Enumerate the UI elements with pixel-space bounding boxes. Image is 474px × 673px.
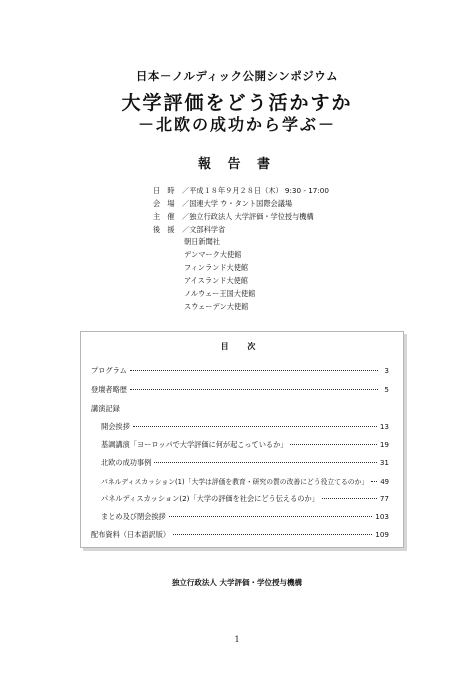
info-venue-value: ／国連大学 ウ・タント国際会議場 — [182, 199, 293, 208]
toc-leader — [130, 389, 378, 390]
toc-entry-page: 3 — [384, 366, 389, 375]
toc-entry-label: パネルディスカッション(2)「大学の評価を社会にどう伝えるのか」 — [101, 494, 319, 503]
toc-leader — [130, 370, 378, 371]
supporter-item: スウェーデン大使館 — [184, 302, 249, 311]
toc-entry — [101, 494, 389, 504]
toc-entry-label: 開会挨拶 — [101, 422, 130, 431]
info-support-label: 後 援 — [153, 225, 175, 234]
supporter-item: 朝日新聞社 — [184, 237, 220, 246]
toc-entry-page: 109 — [375, 530, 389, 539]
info-venue-label: 会 場 — [153, 199, 175, 208]
info-date-label: 日 時 — [153, 186, 175, 195]
toc-leader — [371, 481, 377, 482]
symposium-subtitle: 日本－ノルディック公開シンポジウム — [135, 69, 339, 83]
toc-entry — [91, 385, 389, 395]
toc-entry-page: 77 — [379, 494, 389, 503]
supporter-item: アイスランド大使館 — [184, 276, 248, 285]
supporter-item: デンマーク大使館 — [184, 250, 242, 259]
info-host — [153, 211, 314, 222]
toc-entry — [101, 458, 389, 468]
toc-entry — [101, 512, 389, 522]
toc-leader — [322, 498, 377, 499]
report-label: 報 告 書 — [197, 157, 277, 172]
toc-section-heading: 講演記録 — [91, 404, 120, 413]
toc-title: 目 次 — [220, 342, 264, 351]
toc-entry-label: プログラム — [91, 366, 127, 375]
toc-entry — [101, 440, 389, 450]
publisher-organization: 独立行政法人 大学評価・学位授与機構 — [171, 578, 303, 587]
toc-entry — [101, 476, 389, 486]
info-host-label: 主 催 — [153, 212, 175, 221]
info-date — [153, 185, 329, 196]
toc-entry-label: パネルディスカッション(1)「大学は評価を教育・研究の質の改善にどう役立てるのか」 — [101, 478, 369, 486]
toc-entry-page: 19 — [379, 440, 389, 449]
page-number: 1 — [234, 635, 240, 644]
info-date-value: ／平成１８年９月２８日（木） 9:30 - 17:00 — [182, 186, 329, 195]
toc-entry-label: 配布資料（日本語訳版） — [91, 530, 171, 539]
toc-entry-page: 13 — [379, 422, 389, 431]
toc-entry — [91, 530, 389, 540]
main-title: 大学評価をどう活かすか — [121, 92, 353, 114]
info-support — [153, 224, 225, 235]
toc-leader — [133, 426, 377, 427]
toc-entry-label: まとめ及び閉会挨拶 — [101, 512, 166, 521]
toc-entry — [91, 366, 389, 376]
supporter-item: ノルウェー王国大使館 — [184, 289, 256, 298]
toc-leader — [169, 516, 373, 517]
toc-leader — [290, 444, 376, 445]
toc-entry-label: 登壇者略歴 — [91, 385, 127, 394]
toc-leader — [173, 534, 372, 535]
info-support-first: ／文部科学省 — [182, 225, 226, 234]
supporter-item: フィンランド大使館 — [184, 263, 249, 272]
toc-entry-label: 北欧の成功事例 — [101, 458, 152, 467]
toc-entry — [101, 422, 389, 432]
toc-leader — [154, 462, 377, 463]
toc-entry-page: 5 — [384, 385, 389, 394]
info-host-value: ／独立行政法人 大学評価・学位授与機構 — [182, 212, 314, 221]
toc-entry-page: 31 — [379, 458, 389, 467]
toc-entry-label: 基調講演「ヨーロッパで大学評価に何が起こっているか」 — [101, 440, 288, 449]
sub-title: －北欧の成功から学ぶ－ — [137, 115, 336, 134]
info-venue — [153, 198, 292, 209]
toc-entry-page: 103 — [375, 512, 389, 521]
toc-entry-page: 49 — [380, 478, 389, 486]
toc-box — [80, 331, 404, 548]
